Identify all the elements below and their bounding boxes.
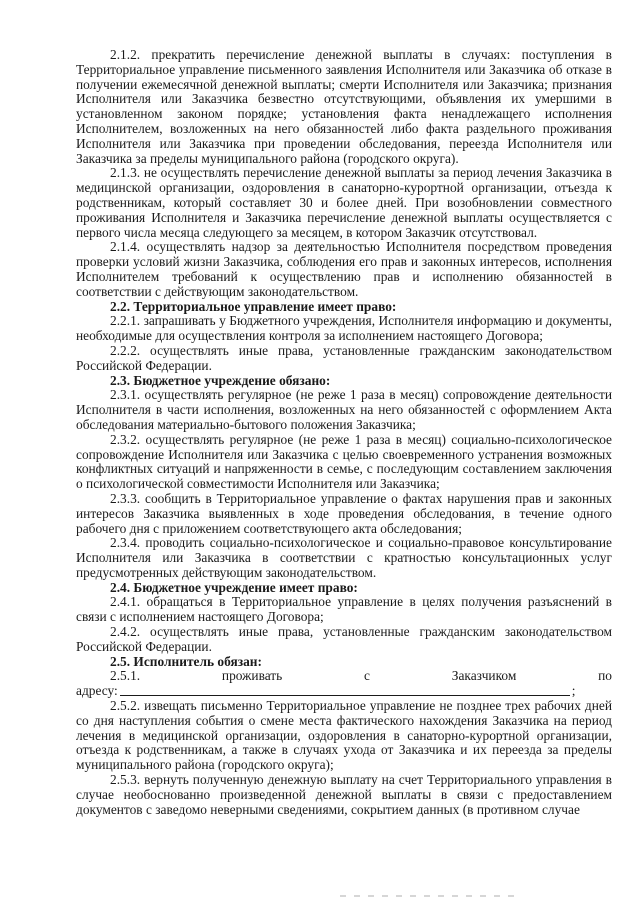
clause-2-5-1-word-live: проживать xyxy=(221,668,283,684)
clause-2-5-1-number: 2.5.1. xyxy=(110,668,141,684)
clause-2-5-1-address-line xyxy=(76,684,612,699)
address-label: адресу: xyxy=(76,683,118,699)
clause-2-2-2: 2.2.2. осуществлять иные права, установленные гражданским законодательством Российской Федерации. xyxy=(76,342,612,373)
clause-2-5-3: 2.5.3. вернуть полученную денежную выплату на счет Территориального управления в случае необоснованно произведенной денежной выплаты в связи с предоставлением документов с заведомо неверными сведениями, сокрытием данных (в противном случае xyxy=(76,772,612,817)
clause-2-3-3: 2.3.3. сообщить в Территориальное управление о фактах нарушения прав и законных интересов Заказчика выявленных в ходе проведения обследования, в течение одного рабочего дня с приложением соответствующего акта обследования; xyxy=(76,490,612,536)
address-end-mark: ; xyxy=(571,683,576,699)
clause-2-5-1-word-with: с xyxy=(364,668,370,684)
document-page xyxy=(76,48,612,817)
section-heading-2-3: 2.3. Бюджетное учреждение обязано: xyxy=(110,372,331,388)
clause-2-1-4: 2.1.4. осуществлять надзор за деятельностью Исполнителя посредством проведения проверки условий жизни Заказчика, соблюдения его прав и законных интересов, исполнения Исполнителем требований к осуществлению прав и исполнению обязанностей в соответствии с действующим законодательством. xyxy=(76,239,612,299)
clause-2-2-1: 2.2.1. запрашивать у Бюджетного учреждения, Исполнителя информацию и документы, необходимые для осуществления контроля за исполнением настоящего Договора; xyxy=(76,313,612,344)
scan-artifact xyxy=(340,895,520,897)
clause-2-5-1-word-customer: Заказчиком xyxy=(451,668,517,684)
clause-2-5-1-line xyxy=(76,669,612,684)
clause-2-5-2: 2.5.2. извещать письменно Территориальное управление не позднее трех рабочих дней со дня наступления события о смене места фактического нахождения Заказчика на период лечения в медицинской организации, оздоровления в санаторно-курортной организации, отъезда к родственникам, а также в случаях ухода от Заказчика и их переезда за пределы муниципального района (городского округа); xyxy=(76,698,612,773)
clause-2-3-1: 2.3.1. осуществлять регулярное (не реже 1 раза в месяц) сопровождение деятельности Исполнителя в части исполнения, возложенных на него обязанностей с оформлением Акта обследования материально-бытового положения Заказчика; xyxy=(76,387,612,432)
clause-2-3-2: 2.3.2. осуществлять регулярное (не реже 1 раза в месяц) социально-психологическое сопровождение Исполнителя или Заказчика с целью своевременного устранения возможных конфликтных ситуаций и напряженности в семье, с последующим составлением заключения о психологической совместимости Исполнителя или Заказчика; xyxy=(76,431,612,492)
section-heading-2-5: 2.5. Исполнитель обязан: xyxy=(110,653,262,669)
section-heading-2-4: 2.4. Бюджетное учреждение имеет право: xyxy=(110,579,358,595)
clause-2-1-2: 2.1.2. прекратить перечисление денежной выплаты в случаях: поступления в Территориальное управление письменного заявления Исполнителя или Заказчика об отказе в получении ежемесячной денежной выплаты; смерти Исполнителя или Заказчика; признания Исполнителя или Заказчика безвестно отсутствующими, объявления их умершими в установленном законом порядке; установления факта ненадлежащего исполнения Исполнителем, возложенных на него обязанностей либо факта раздельного проживания Исполнителя или Заказчика при проведении обследования, переезда Исполнителя или Заказчика за пределы муниципального района (городского округа). xyxy=(76,47,612,166)
section-heading-2-2: 2.2. Территориальное управление имеет право: xyxy=(110,298,397,314)
clause-2-4-2: 2.4.2. осуществлять иные права, установленные гражданским законодательством Российской Федерации. xyxy=(76,624,612,654)
clause-2-4-1: 2.4.1. обращаться в Территориальное управление в целях получения разъяснений в связи с исполнением настоящего Договора; xyxy=(76,594,612,625)
address-blank-field xyxy=(120,684,570,696)
clause-2-1-3: 2.1.3. не осуществлять перечисление денежной выплаты за период лечения Заказчика в медицинской организации, оздоровления в санаторно-курортной организации, отъезда к родственникам, который составляет 30 и более дней. При возобновлении совместного проживания Исполнителя и Заказчика перечисление денежной выплаты осуществляется с первого числа месяца следующего за месяцем, в котором Заказчик отсутствовал. xyxy=(76,165,612,240)
clause-2-3-4: 2.3.4. проводить социально-психологическое и социально-правовое консультирование Исполнителя или Заказчика в соответствии с кратностью консультационных услуг предусмотренных действующим законодательством. xyxy=(76,535,612,580)
clause-2-5-1-word-at: по xyxy=(598,668,612,684)
